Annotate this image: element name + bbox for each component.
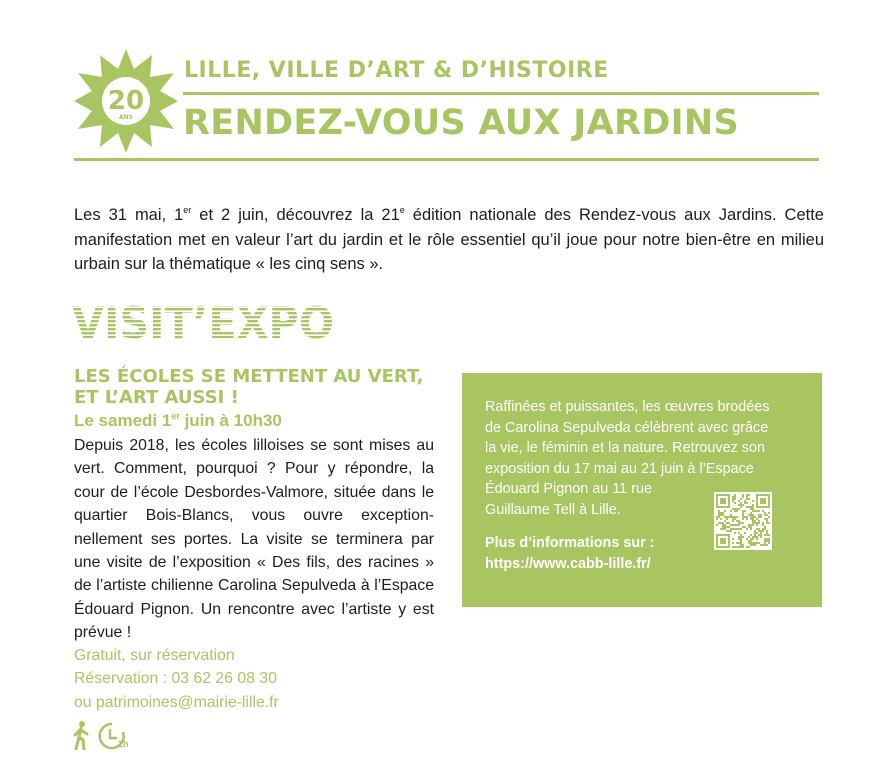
walking-person-icon	[70, 720, 92, 750]
box-line-5: Édouard Pignon au 11 rue	[485, 481, 652, 498]
box-line-2: de Carolina Sepulveda célèbrent avec grâce	[485, 419, 769, 436]
article-date	[74, 411, 282, 431]
box-line-3: la vie, le féminin et la nature. Retrouvez son	[485, 440, 765, 457]
price-info: Gratuit, sur réservation	[74, 647, 235, 664]
box-line-6: Guillaume Tell à Lille.	[485, 501, 621, 518]
website-link[interactable]: https://www.cabb-lille.fr/	[485, 555, 651, 572]
visit-expo-heading	[70, 296, 340, 344]
qr-code-icon[interactable]	[714, 492, 772, 550]
intro-paragraph	[74, 203, 824, 277]
reservation-phone: Réservation : 03 62 26 08 30	[74, 670, 277, 688]
header-divider-top	[183, 92, 819, 95]
intro-text-1: Les 31 mai, 1	[74, 206, 184, 224]
box-line-1: Raffinées et puissantes, les œuvres brodées	[485, 399, 770, 415]
duration-label: 2h	[118, 739, 129, 749]
intro-sup-2: e	[399, 205, 405, 215]
badge-caption: ANS	[119, 114, 133, 121]
clock-icon	[96, 720, 134, 752]
practical-info	[74, 644, 434, 714]
box-line-4: exposition du 17 mai au 21 juin à l’Espace	[485, 460, 754, 477]
article-title	[74, 366, 464, 408]
badge-number: 20	[107, 86, 145, 116]
more-info	[485, 533, 655, 574]
anniversary-badge-icon	[74, 49, 178, 153]
page-title: RENDEZ-VOUS AUX JARDINS	[183, 103, 740, 143]
intro-text-2: et 2 juin, découvrez la 21	[191, 206, 400, 224]
intro-text-3: édition nationale des Rendez-vous aux Jardins. Cette manifestation met en valeur l’art du jardin et le rôle essentiel qu’il joue pour notre bien-être en milieu urbain sur la thématique « les cinq sens ».	[74, 206, 824, 273]
more-info-label: Plus d’informations sur :	[485, 535, 655, 551]
article-title-line-1: LES ÉCOLES SE METTENT AU VERT,	[74, 366, 424, 387]
date-text-a: Le samedi 1	[74, 411, 172, 430]
visit-expo-label: VISIT’EXPO	[72, 298, 334, 344]
header-supertitle: LILLE, VILLE D’ART & D’HISTOIRE	[184, 58, 609, 83]
exhibition-info-box	[462, 373, 822, 607]
date-sup: er	[171, 411, 180, 421]
reservation-email[interactable]: ou patrimoines@mairie-lille.fr	[74, 693, 279, 711]
intro-sup-1: er	[183, 205, 192, 215]
date-text-b: juin à 10h30	[179, 411, 282, 430]
article-title-line-2: ET L’ART AUSSI !	[74, 387, 239, 408]
header-divider-bottom	[74, 158, 819, 161]
article-body: Depuis 2018, les écoles lilloises se sont mises au vert. Comment, pourquoi ? Pour y répondre, la cour de l’école Desbordes-Valmore, située dans le quartier Bois-Blancs, vous ouvre exceptionnellement ses portes. La visite se terminera par une visite de l’exposition « Des fils, des racines » de l’artiste chilienne Carolina Sepulveda à l’Espace Édouard Pignon. Un rencontre avec l’artiste y est prévue !	[74, 437, 434, 642]
